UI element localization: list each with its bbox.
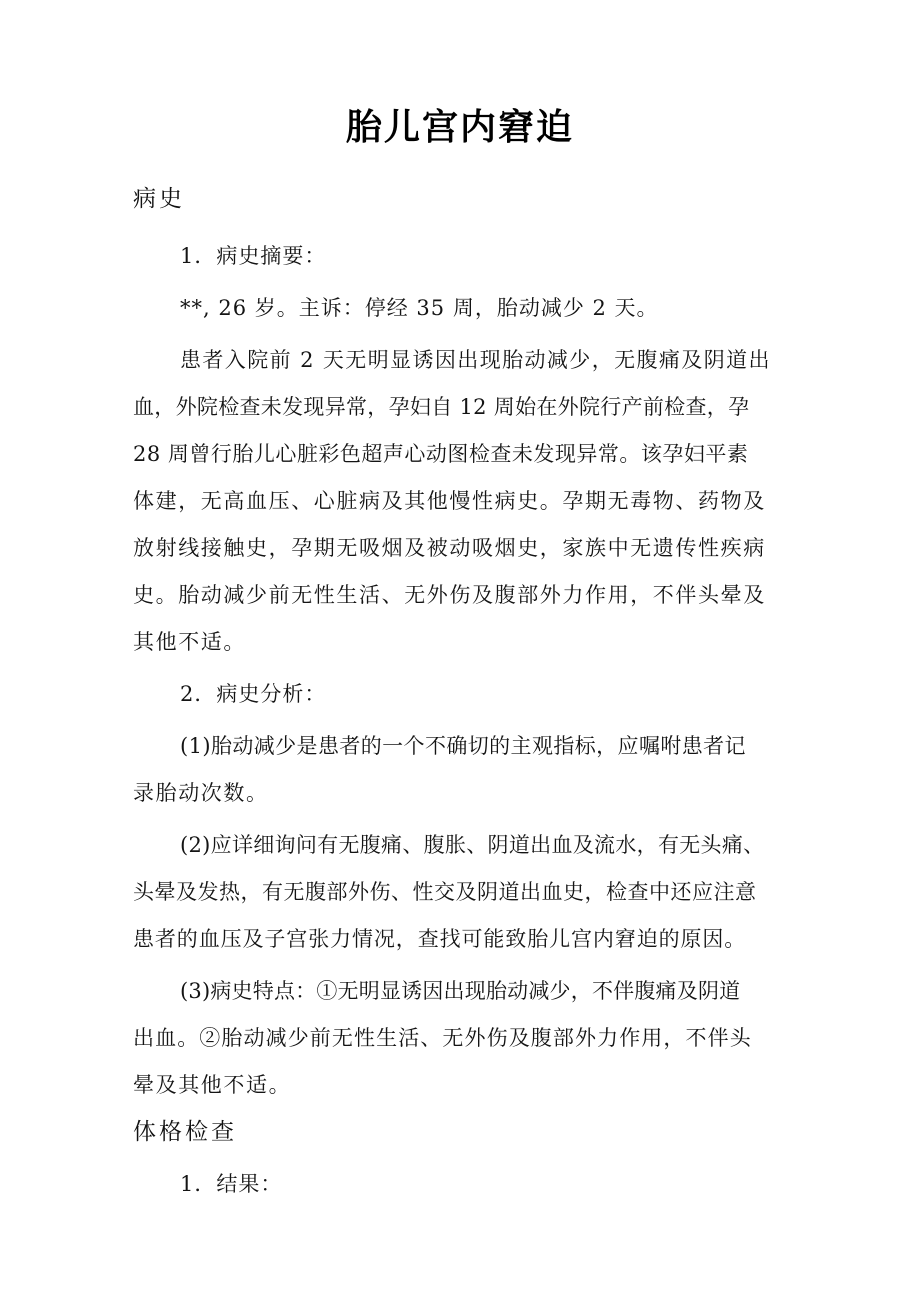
subheading-exam-result: 1．结果： — [180, 1172, 283, 1196]
paragraph-line: (2)应详细询问有无腹痛、腹胀、阴道出血及流水，有无头痛、 — [180, 833, 765, 857]
paragraph-line: 其他不适。 — [133, 630, 246, 654]
paragraph-line: 血，外院检查未发现异常，孕妇自 12 周始在外院行产前检查，孕 — [133, 395, 750, 419]
section-heading-exam: 体格检查 — [133, 1119, 237, 1145]
paragraph-line: 出血。②胎动减少前无性生活、无外伤及腹部外力作用，不伴头 — [133, 1026, 752, 1050]
paragraph-line: 患者入院前 2 天无明显诱因出现胎动减少，无腹痛及阴道出 — [180, 348, 771, 372]
paragraph-line: 晕及其他不适。 — [133, 1073, 292, 1097]
document-title: 胎儿宫内窘迫 — [345, 107, 574, 148]
paragraph-line: (3)病史特点：①无明显诱因出现胎动减少，不伴腹痛及阴道 — [180, 979, 741, 1003]
subheading-history-summary: 1．病史摘要： — [180, 244, 327, 268]
subheading-history-analysis: 2．病史分析： — [180, 682, 327, 706]
paragraph-line: 体建，无高血压、心脏病及其他慢性病史。孕期无毒物、药物及 — [133, 489, 766, 513]
paragraph-line: 头晕及发热，有无腹部外伤、性交及阴道出血史，检查中还应注意 — [133, 880, 757, 904]
paragraph-line: 录胎动次数。 — [133, 781, 269, 805]
paragraph-line: 28 周曾行胎儿心脏彩色超声心动图检查未发现异常。该孕妇平素 — [133, 442, 749, 466]
paragraph-line: 放射线接触史，孕期无吸烟及被动吸烟史，家族中无遗传性疾病 — [133, 536, 766, 560]
section-heading-history: 病史 — [133, 186, 185, 212]
paragraph-line: 史。胎动减少前无性生活、无外伤及腹部外力作用，不伴头晕及 — [133, 583, 766, 607]
paragraph-line: (1)胎动减少是患者的一个不确切的主观指标，应嘱咐患者记 — [180, 734, 746, 758]
patient-info: **, 26 岁。主诉：停经 35 周，胎动减少 2 天。 — [180, 296, 659, 320]
paragraph-line: 患者的血压及子宫张力情况，查找可能致胎儿宫内窘迫的原因。 — [133, 927, 747, 951]
